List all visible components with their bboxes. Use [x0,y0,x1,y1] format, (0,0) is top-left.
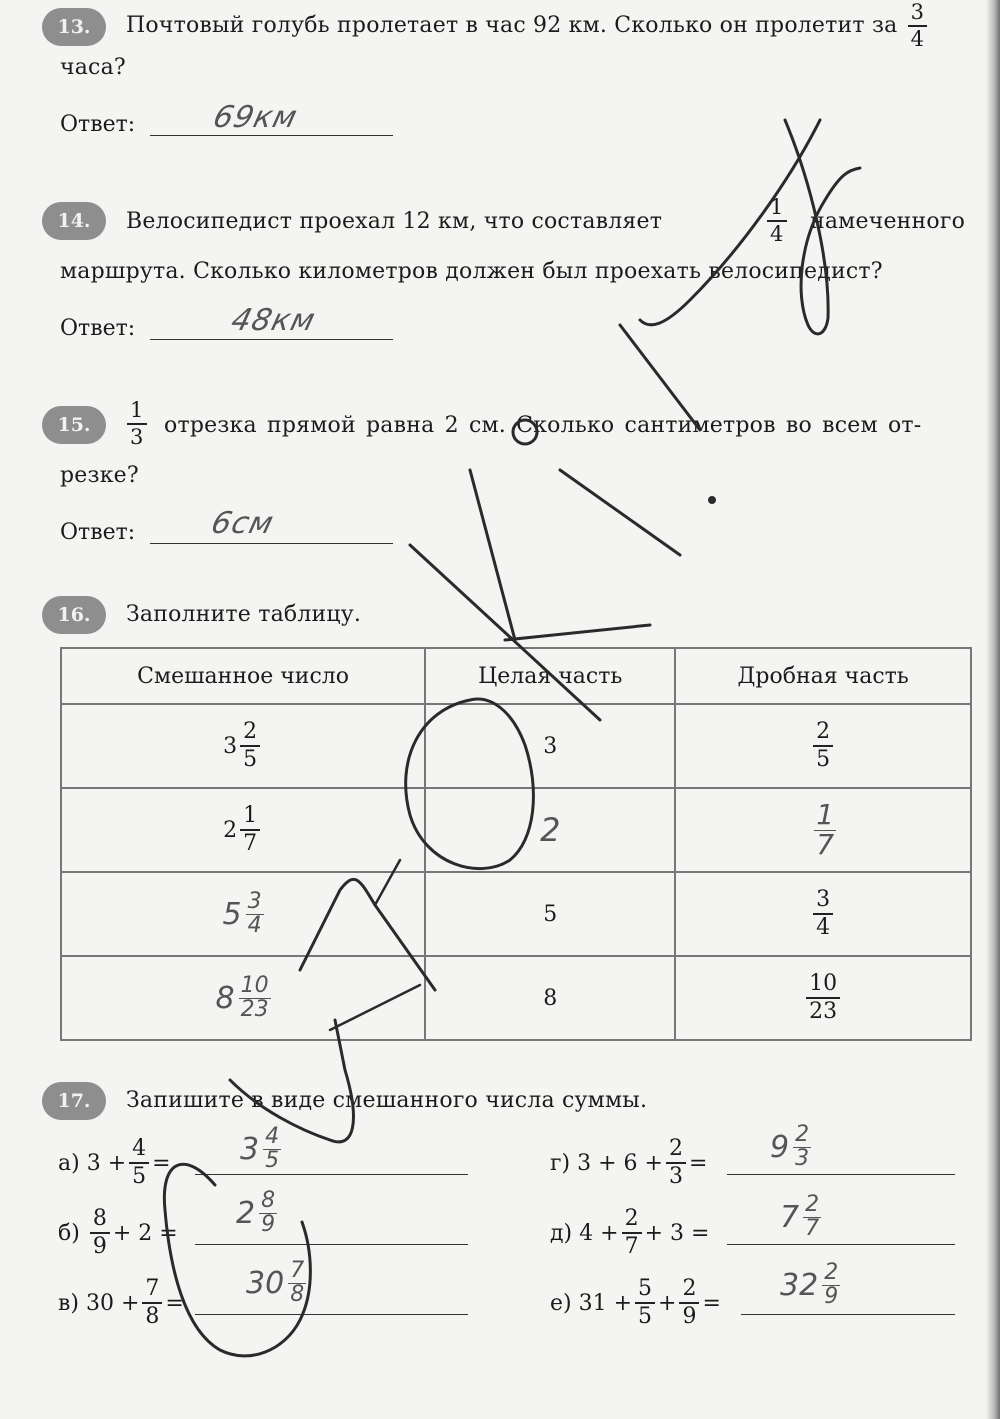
sum-d-answer-field[interactable] [727,1244,955,1245]
task-17-badge: 17. [42,1082,106,1120]
task-16-badge: 16. [42,596,106,634]
sum-a: а) 3 + $\frac{4}{5}$ = [58,1136,171,1189]
task-13-line2: часа? [60,55,126,80]
task-13-answer-field[interactable] [150,135,393,136]
scribble-stroke [470,470,515,640]
task-13-line1: Почтовый голубь пролетает в час 92 км. Сколько он пролетит за [126,13,898,38]
task-13-fraction: $\frac{3}{4}$ [908,2,928,50]
fraction-part-cell: $\frac{2}{5}$ [675,704,971,788]
task-13-badge: 13. [42,8,106,46]
task-15-fraction: $\frac{1}{3}$ [127,400,147,448]
scribble-stroke [640,120,820,325]
sum-g-answer: 9 $\frac{2}{3}$ [770,1122,810,1171]
task-15-answer-label: Ответ: [60,520,136,545]
sum-v-answer: 30 $\frac{7}{8}$ [246,1258,305,1307]
scribble-dot [708,496,716,504]
sum-b-answer-field[interactable] [195,1244,468,1245]
task-15-line2: резке? [60,463,139,488]
task-14-answer-label: Ответ: [60,316,136,341]
task-13-answer-value: 69км [209,100,302,135]
task-14-answer-value: 48км [227,303,320,338]
table-row [61,704,971,788]
sum-d-answer: 7 $\frac{2}{7}$ [780,1192,820,1241]
integer-part-cell: 8 [425,956,675,1040]
task-13-answer-label: Ответ: [60,112,136,137]
task-14-line1b: намеченного [810,209,966,234]
task-15-answer-value: 6см [207,506,278,541]
mixed-number-table [60,647,972,1041]
sum-e-answer-field[interactable] [741,1314,955,1315]
sum-e-answer: 32 $\frac{2}{9}$ [780,1260,839,1309]
sum-b-answer: 2 $\frac{8}{9}$ [236,1188,276,1237]
sum-b: б) $\frac{8}{9}$ + 2 = [58,1206,178,1259]
sum-g: г) 3 + 6 + $\frac{2}{3}$ = [550,1136,708,1189]
mixed-number-cell: 3 $\frac{2}{5}$ [61,704,425,788]
sum-v-answer-field[interactable] [195,1314,468,1315]
table-header: Дробная часть [675,648,971,704]
integer-part-cell: 3 [425,704,675,788]
table-row [61,788,971,872]
mixed-number-cell[interactable]: 8 $\frac{10}{23}$ [61,956,425,1040]
sum-a-answer: 3 $\frac{4}{5}$ [240,1124,280,1173]
task-17-title: Запишите в виде смешанного числа суммы. [126,1088,648,1113]
task-15-badge: 15. [42,406,106,444]
mixed-number-cell[interactable]: 5 $\frac{3}{4}$ [61,872,425,956]
mixed-number-cell: 2 $\frac{1}{7}$ [61,788,425,872]
sum-v: в) 30 + $\frac{7}{8}$ = [58,1276,184,1329]
sum-a-answer-field[interactable] [195,1174,468,1175]
task-14-line1a: Велосипедист проехал 12 км, что составляет [126,209,663,234]
sum-e: е) 31 + $\frac{5}{5}$ + $\frac{2}{9}$ = [550,1276,721,1329]
task-14-answer-field[interactable] [150,339,393,340]
fraction-part-cell: $\frac{3}{4}$ [675,872,971,956]
task-15-line1: отрезка прямой равна 2 см. Сколько сантиметров во всем от- [164,413,922,438]
integer-part-cell: 5 [425,872,675,956]
sum-d: д) 4 + $\frac{2}{7}$ + 3 = [550,1206,710,1259]
table-header-row [61,648,971,704]
scribble-stroke [505,625,650,640]
sum-g-answer-field[interactable] [727,1174,955,1175]
fraction-part-cell[interactable]: $\frac{1}{7}$ [675,788,971,872]
scribble-stroke [560,470,680,555]
task-15-answer-field[interactable] [150,543,393,544]
task-13-text [126,2,930,50]
page-edge-shadow [986,0,1000,1419]
fraction-part-cell: $\frac{10}{23}$ [675,956,971,1040]
integer-part-cell[interactable]: 2 [425,788,675,872]
table-row [61,872,971,956]
task-16-title: Заполните таблицу. [126,602,362,627]
task-14-fraction: $\frac{1}{4}$ [767,197,787,245]
table-header: Смешанное число [61,648,425,704]
task-14-badge: 14. [42,202,106,240]
table-row [61,956,971,1040]
table-header: Целая часть [425,648,675,704]
task-14-line2: маршрута. Сколько километров должен был проехать велосипедист? [60,259,883,284]
